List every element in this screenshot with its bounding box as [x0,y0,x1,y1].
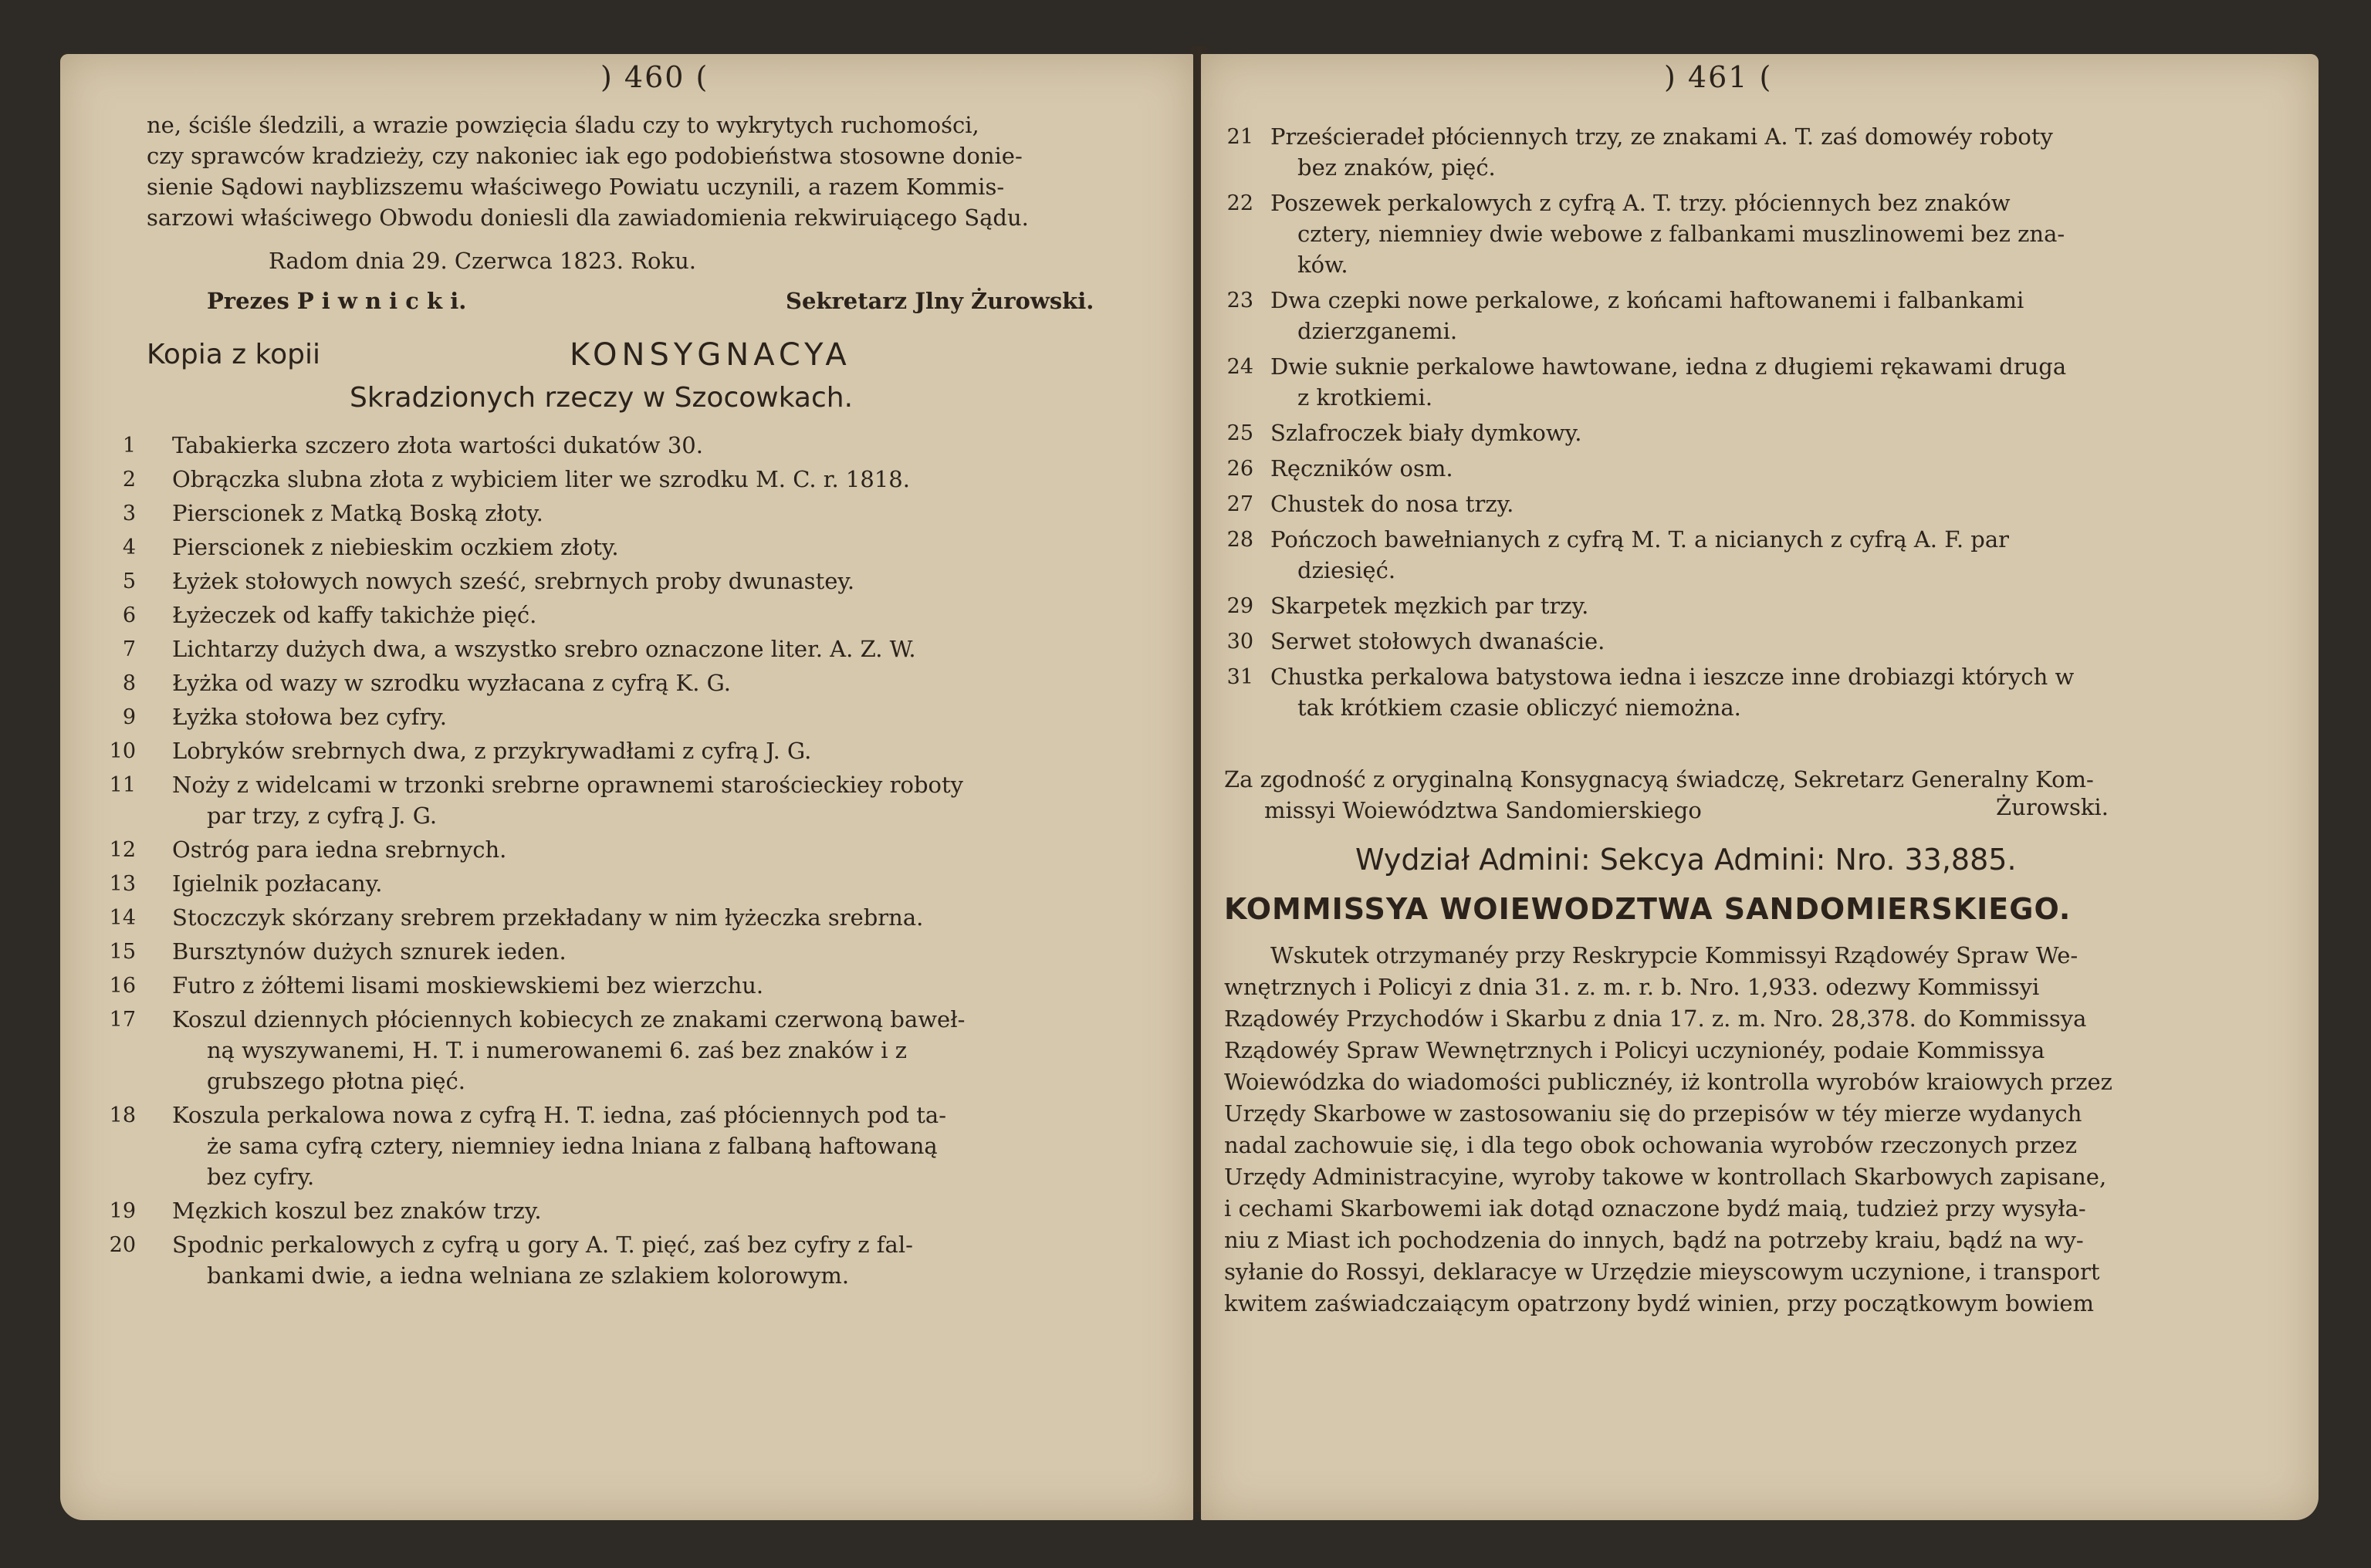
item-number: 28 [1226,528,1253,552]
item-text: Szlafroczek biały dymkowy. [1270,420,1582,446]
intro-line: czy sprawców kradzieży, czy nakoniec iak ego podobieństwa stosowne donie- [147,143,1023,169]
decree-line: syłanie do Rossyi, deklaracye w Urzędzie mieyscowym uczynione, i transport [1224,1259,2100,1285]
item-number: 8 [122,671,136,695]
item-text-continued: dziesięć. [1297,557,1396,583]
item-number: 19 [109,1199,136,1223]
item-text: Spodnic perkalowych z cyfrą u gory A. T. pięć, zaś bez cyfry z fal- [172,1232,913,1258]
item-text: Serwet stołowych dwanaście. [1270,628,1605,654]
decree-line: Woiewódzka do wiadomości publicznéy, iż kontrolla wyrobów kraiowych przez [1224,1069,2112,1095]
department-line: Wydział Admini: Sekcya Admini: Nro. 33,885. [1355,843,2017,877]
item-number: 12 [109,838,136,862]
item-text: Igielnik pozłacany. [172,870,383,897]
item-number: 26 [1226,457,1253,481]
item-text: Lichtarzy dużych dwa, a wszystko srebro oznaczone liter. A. Z. W. [172,636,916,662]
item-text: Prześcieradeł płóciennych trzy, ze znakami A. T. zaś domowéy roboty [1270,123,2053,150]
item-text-continued: dzierzganemi. [1297,318,1458,344]
item-text-continued: że sama cyfrą cztery, niemniey iedna lniana z falbaną haftowaną [207,1133,938,1159]
item-number: 20 [109,1233,136,1257]
item-number: 23 [1226,289,1253,313]
intro-line: sarzowi właściwego Obwodu doniesli dla zawiadomienia rekwiruiącego Sądu. [147,204,1029,231]
item-number: 29 [1226,594,1253,618]
item-text: Ostróg para iedna srebrnych. [172,836,507,863]
item-text: Koszula perkalowa nowa z cyfrą H. T. iedna, zaś płóciennych pod ta- [172,1102,947,1128]
item-text-continued: bankami dwie, a iedna welniana ze szlakiem kolorowym. [207,1262,850,1289]
item-text: Bursztynów dużych sznurek ieden. [172,938,567,965]
item-text-continued: z krotkiemi. [1297,384,1433,411]
item-text: Pończoch bawełnianych z cyfrą M. T. a nicianych z cyfrą A. F. par [1270,526,2009,553]
left-page-number: ) 460 ( [600,60,709,94]
item-text: Lobryków srebrnych dwa, z przykrywadłami z cyfrą J. G. [172,738,812,764]
item-text-continued: ków. [1297,252,1348,278]
conformity-line: Za zgodność z oryginalną Konsygnacyą świadczę, Sekretarz Generalny Kom- [1224,766,2094,792]
item-text: Łyżka stołowa bez cyfry. [172,704,448,730]
right-page [1201,54,2319,1520]
item-number: 3 [122,502,136,525]
item-text: Ręczników osm. [1270,455,1453,482]
item-text-continued: par trzy, z cyfrą J. G. [207,803,438,829]
item-text-continued: ną wyszywanemi, H. T. i numerowanemi 6. zaś bez znaków i z [207,1037,907,1063]
item-text: Chustka perkalowa batystowa iedna i ieszcze inne drobiazgi których w [1270,664,2075,690]
item-number: 31 [1226,665,1253,689]
item-number: 13 [109,872,136,896]
item-number: 18 [109,1103,136,1127]
copy-note: Kopia z kopii [147,339,320,370]
item-number: 11 [109,773,136,797]
item-text-continued: grubszego płotna pięć. [207,1068,465,1094]
item-number: 1 [122,434,136,458]
item-number: 5 [122,569,136,593]
decree-line: kwitem zaświadczaiącym opatrzony bydź winien, przy początkowym bowiem [1224,1290,2095,1316]
item-text: Stoczczyk skórzany srebrem przekładany w nim łyżeczka srebrna. [172,904,924,931]
item-number: 27 [1226,492,1253,516]
decree-line: Urzędy Administracyine, wyroby takowe w kontrollach Skarbowych zapisane, [1224,1164,2107,1190]
item-number: 4 [122,536,136,559]
item-number: 10 [109,739,136,763]
secretary-signature: Sekretarz Jlny Żurowski. [786,288,1094,314]
item-number: 16 [109,974,136,998]
item-text: Poszewek perkalowych z cyfrą A. T. trzy. płóciennych bez znaków [1270,190,2011,216]
decree-line: i cechami Skarbowemi iak dotąd oznaczone bydź maią, tudzież przy wysyła- [1224,1195,2086,1222]
item-text: Pierscionek z niebieskim oczkiem złoty. [172,534,619,560]
item-text: Łyżek stołowych nowych sześć, srebrnych proby dwunastey. [172,568,855,594]
decree-line: nadal zachowuie się, i dla tego obok ochowania wyrobów rzeczonych przez [1224,1132,2077,1158]
right-page-number: ) 461 ( [1664,60,1773,94]
item-text: Dwie suknie perkalowe hawtowane, iedna z długiemi rękawami druga [1270,353,2067,380]
decree-line: wnętrznych i Policyi z dnia 31. z. m. r. b. Nro. 1,933. odezwy Kommissyi [1224,974,2040,1000]
item-text: Koszul dziennych płóciennych kobiecych ze znakami czerwoną baweł- [172,1006,966,1032]
item-text: Tabakierka szczero złota wartości dukatów 30. [172,432,703,458]
item-number: 21 [1226,125,1253,149]
item-number: 6 [122,603,136,627]
item-number: 9 [122,705,136,729]
item-text: Dwa czepki nowe perkalowe, z końcami haftowanemi i falbankami [1270,287,2024,313]
item-number: 25 [1226,421,1253,445]
item-text-continued: cztery, niemniey dwie webowe z falbankami muszlinowemi bez zna- [1297,221,2065,247]
item-text: Futro z żółtemi lisami moskiewskiemi bez wierzchu. [172,972,764,999]
item-text-continued: bez znaków, pięć. [1297,154,1496,181]
intro-line: sienie Sądowi nayblizszemu właściwego Powiatu uczynili, a razem Kommis- [147,174,1005,200]
decree-line: Rządowéy Przychodów i Skarbu z dnia 17. z. m. Nro. 28,378. do Kommissya [1224,1005,2087,1032]
item-number: 2 [122,468,136,492]
item-text: Pierscionek z Matką Boską złoty. [172,500,543,526]
commission-heading: KOMMISSYA WOIEWODZTWA SANDOMIERSKIEGO. [1224,892,2072,926]
decree-line: Wskutek otrzymanéy przy Reskrypcie Kommissyi Rządowéy Spraw We- [1270,942,2078,968]
decree-line: Urzędy Skarbowe w zastosowaniu się do przepisów w téy mierze wydanych [1224,1100,2082,1127]
list-title: KONSYGNACYA [570,337,851,373]
decree-line: niu z Miast ich pochodzenia do innych, bądź na potrzeby kraiu, bądź na wy- [1224,1227,2084,1253]
item-number: 15 [109,940,136,964]
item-number: 7 [122,637,136,661]
item-text: Łyżeczek od kaffy takichże pięć. [172,602,537,628]
item-number: 24 [1226,355,1253,379]
list-subtitle: Skradzionych rzeczy w Szocowkach. [350,382,854,414]
decree-line: Rządowéy Spraw Wewnętrznych i Policyi uczynionéy, podaie Kommissya [1224,1037,2045,1063]
item-number: 30 [1226,630,1253,654]
item-text: Męzkich koszul bez znaków trzy. [172,1198,542,1224]
date-line: Radom dnia 29. Czerwca 1823. Roku. [269,248,696,274]
item-text: Noży z widelcami w trzonki srebrne oprawnemi starościeckiey roboty [172,772,964,798]
item-text: Skarpetek męzkich par trzy. [1270,593,1589,619]
conformity-signature: Żurowski. [1996,794,2109,820]
item-number: 22 [1226,191,1253,215]
left-page [60,54,1193,1520]
item-text: Obrączka slubna złota z wybiciem liter we szrodku M. C. r. 1818. [172,466,910,492]
intro-line: ne, ściśle śledzili, a wrazie powzięcia śladu czy to wykrytych ruchomości, [147,112,979,138]
president-signature: Prezes P i w n i c k i. [207,288,467,314]
item-text-continued: tak krótkiem czasie obliczyć niemożna. [1297,694,1741,721]
item-text: Łyżka od wazy w szrodku wyzłacana z cyfrą K. G. [172,670,731,696]
item-text: Chustek do nosa trzy. [1270,491,1514,517]
item-number: 17 [109,1008,136,1032]
conformity-line: missyi Woiewództwa Sandomierskiego [1264,797,1702,823]
item-text-continued: bez cyfry. [207,1164,315,1190]
item-number: 14 [109,906,136,930]
